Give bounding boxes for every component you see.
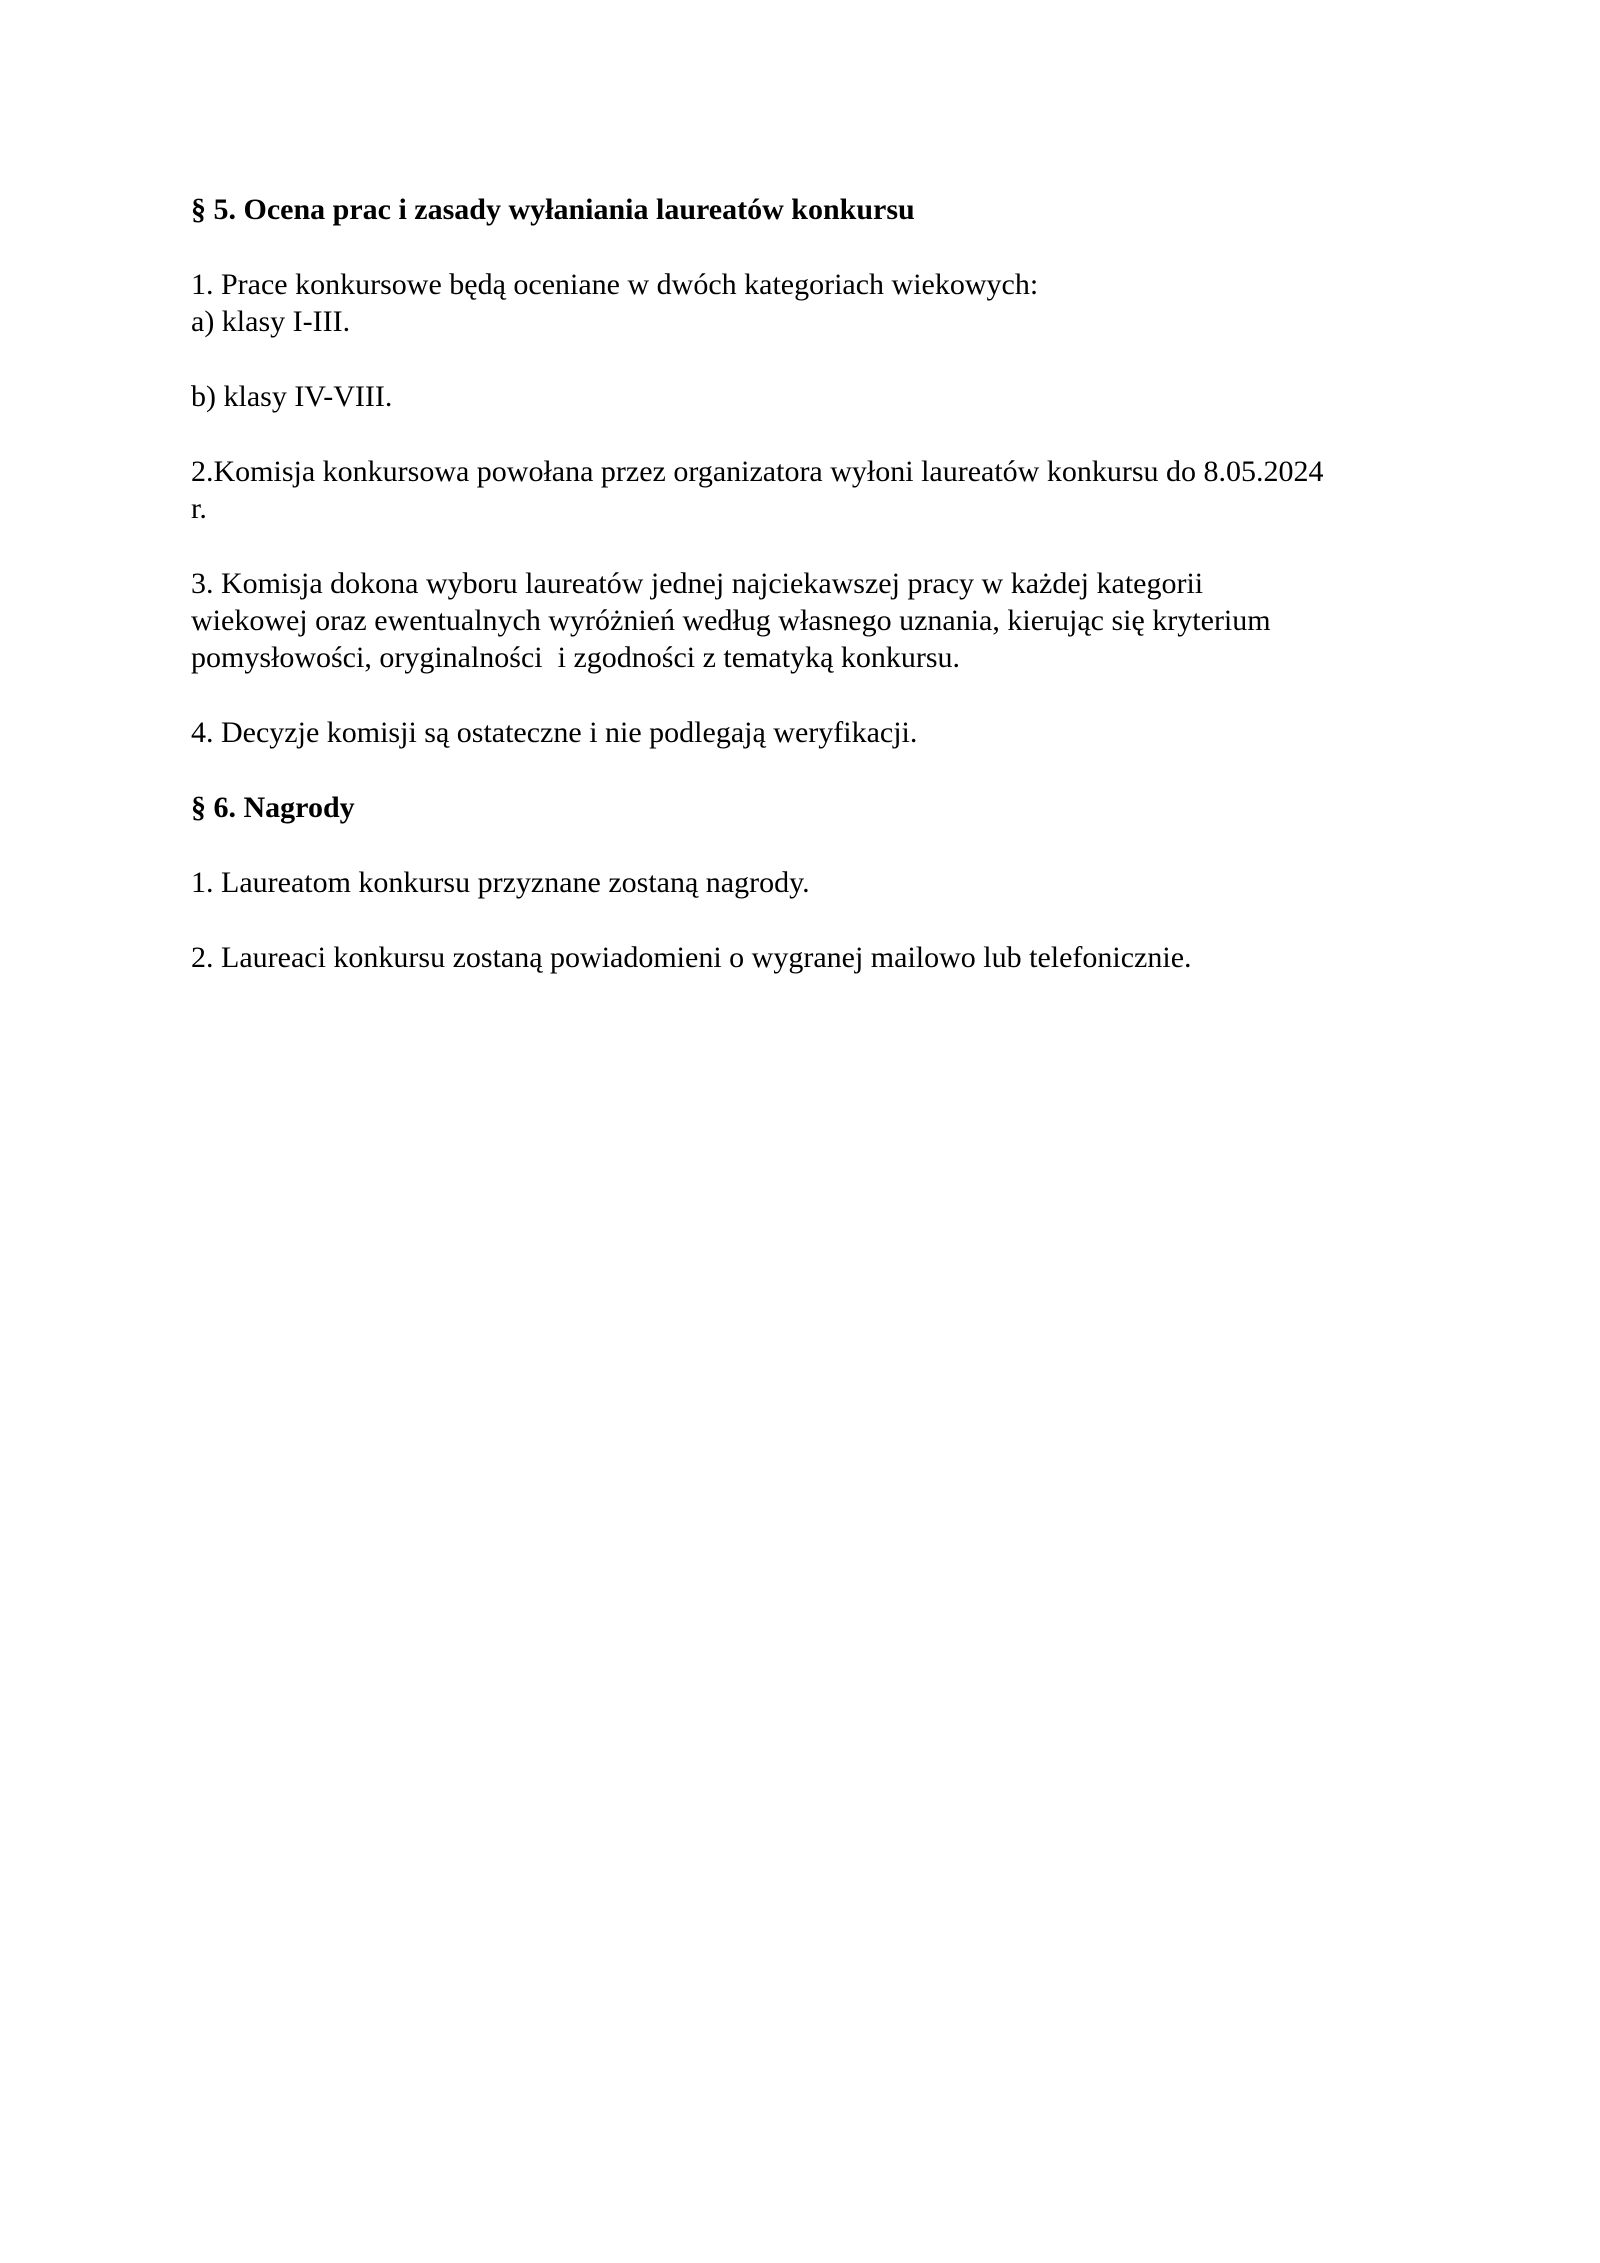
section-5-item-1-a: a) klasy I-III.	[191, 305, 351, 338]
section-5-item-3-line-3: pomysłowości, oryginalności i zgodności z tematyką konkursu.	[191, 641, 961, 674]
section-5-item-2-line-1: 2.Komisja konkursowa powołana przez organizatora wyłoni laureatów konkursu do 8.05.2024	[191, 455, 1324, 488]
section-5-item-1-b: b) klasy IV-VIII.	[191, 380, 393, 413]
section-6-item-1: 1. Laureatom konkursu przyznane zostaną nagrody.	[191, 866, 810, 899]
section-5-item-3-line-2: wiekowej oraz ewentualnych wyróżnień według własnego uznania, kierując się kryterium	[191, 604, 1271, 637]
section-6-item-2: 2. Laureaci konkursu zostaną powiadomieni o wygranej mailowo lub telefonicznie.	[191, 941, 1192, 974]
section-5-item-4: 4. Decyzje komisji są ostateczne i nie podlegają weryfikacji.	[191, 716, 918, 749]
section-5-item-3-line-1: 3. Komisja dokona wyboru laureatów jednej najciekawszej pracy w każdej kategorii	[191, 567, 1204, 600]
section-5-item-2-line-2: r.	[191, 492, 207, 525]
section-5-item-1: 1. Prace konkursowe będą oceniane w dwóch kategoriach wiekowych:	[191, 268, 1039, 301]
section-6-heading: § 6. Nagrody	[191, 791, 355, 824]
section-5-heading: § 5. Ocena prac i zasady wyłaniania laureatów konkursu	[191, 193, 915, 226]
